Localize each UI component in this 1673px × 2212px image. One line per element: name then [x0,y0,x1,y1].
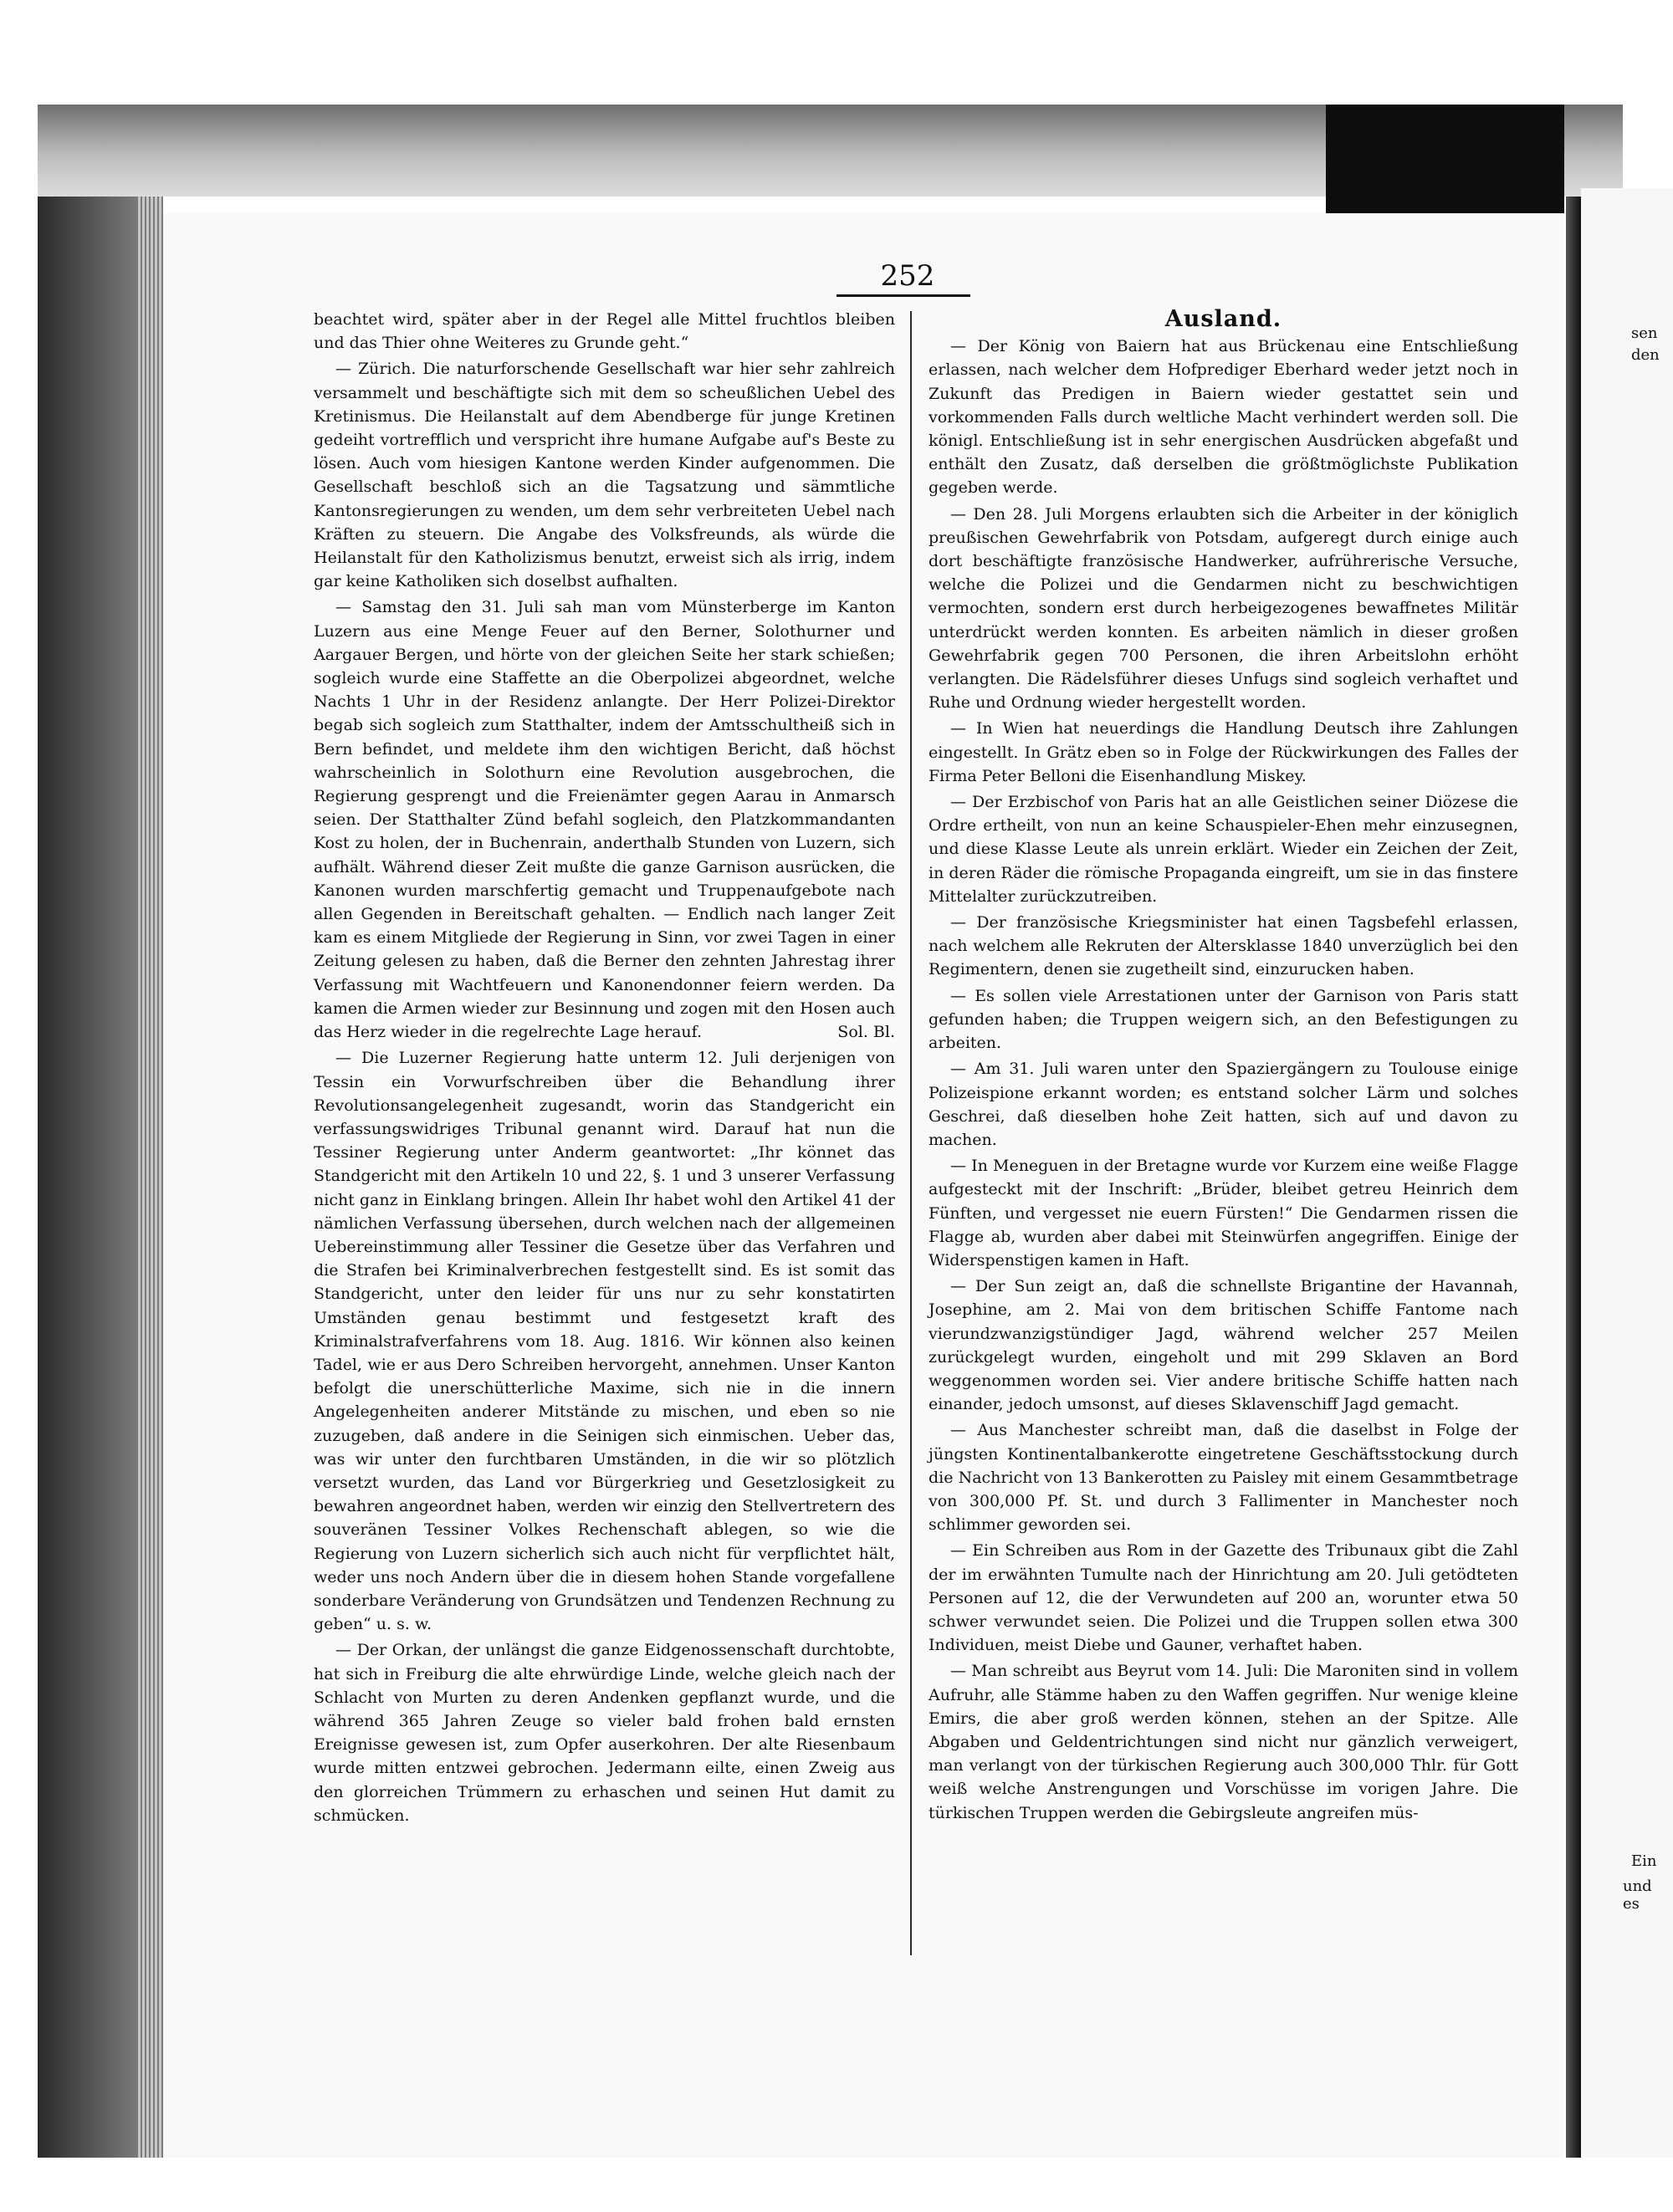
header-rule [836,294,970,297]
right-column [929,308,1518,1827]
article-kriegsminister: — Der französische Kriegsminister hat einen Tagsbefehl erlassen, nach welchem alle Rekruten der Altersklasse 1840 unverzüglich bei den Regimentern, denen sie zugetheilt sind, einzurucken haben. [929,913,1518,979]
article-luzern-fires [314,595,895,1044]
adjacent-page-strip [1581,188,1673,2158]
book-gutter [1566,197,1581,2158]
article-havannah: — Der Sun zeigt an, daß die schnellste Brigantine der Havannah, Josephine, am 2. Mai von dem britischen Schiffe Fantome nach vierundzwanzigstündiger Jagd, während welcher 257 Meilen zurückgelegt wurden, eingeholt und mit 299 Sklaven an Bord weggenommen worden sei. Vier andere britische Schiffe hatten nach einander, jedoch umsonst, auf dieses Sklavenschiff Jagd gemacht. [929,1277,1518,1414]
article-beyrut: — Man schreibt aus Beyrut vom 14. Juli: Die Maroniten sind in vollem Aufruhr, alle Stämme haben zu den Waffen gegriffen. Nur wenige kleine Emirs, die aber groß werden können, stehen an der Spitze. Alle Abgaben und Geldentrichtungen sind nicht nur gänzlich verweigert, man verlangt von der türkischen Regierung auch 300,000 Thlr. für Gott weiß welche Anstrengungen und Vorschüsse im vorigen Jahre. Die türkischen Truppen werden die Gebirgsleute angreifen müs- [929,1662,1518,1822]
article-baiern: — Der König von Baiern hat aus Brückenau eine Entschließung erlassen, nach welcher dem Hofprediger Eberhard weder jetzt noch in Zukunft das Predigen in Baiern wieder gestattet sein und vorkommenden Falls durch weltliche Macht verhindert werden soll. Die königl. Entschließung ist in sehr energischen Ausdrücken abgefaßt und enthält den Zusatz, daß derselben die größtmöglichste Publikation gegeben werde. [929,337,1518,498]
article-bretagne: — In Meneguen in der Bretagne wurde vor Kurzem eine weiße Flagge aufgesteckt mit der Inschrift: „Brüder, bleibet getreu Heinrich dem Fünften, und vergesset nie euern Fürsten!“ Die Gendarmen rissen die Flagge ab, wurden aber dabei mit Steinwürfen angegriffen. Einige der Widerspenstigen kamen in Haft. [929,1157,1518,1269]
column-divider [910,311,912,1955]
scan-black-bar [1326,105,1564,222]
article-zurich: — Zürich. Die naturforschende Gesellschaft war hier sehr zahlreich versammelt und beschäftigte sich mit dem so scheußlichen Uebel des Kretinismus. Die Heilanstalt auf dem Abendberge für junge Kretinen gedeiht vortrefflich und verspricht ihre humane Aufgabe auf's Beste zu lösen. Auch vom hiesigen Kantone werden Kinder aufgenommen. Die Gesellschaft beschloß sich an die Tagsatzung und sämmtliche Kantonsregierungen zu wenden, um dem sehr verbreiteten Uebel nach Kräften zu steuern. Die Angabe des Volksfreunds, als würde die Heilanstalt für den Katholizismus benutzt, erweist sich als irrig, indem gar keine Katholiken sich doselbst aufhalten. [314,360,895,591]
article-rom: — Ein Schreiben aus Rom in der Gazette des Tribunaux gibt die Zahl der im erwähnten Tumulte nach der Hinrichtung am 20. Juli getödteten Personen auf 12, die der Verwundeten auf 200 an, worunter etwa 50 schwer verwundet seien. Die Polizei und die Truppen sollen etwa 300 Individuen, meist Diebe und Gauner, verhaftet haben. [929,1541,1518,1655]
left-column [314,308,895,1830]
article-paris-erzbischof: — Der Erzbischof von Paris hat an alle Geistlichen seiner Diözese die Ordre ertheilt, von nun an keine Schauspieler-Ehen mehr einzusegnen, und diese Klasse Leute als unrein erklärt. Wieder ein Zeichen der Zeit, in deren Räder die römische Propaganda eingreift, um sie in das finstere Mittelalter zurückzutreiben. [929,793,1518,906]
adjacent-fragment-bottom-2: und es [1623,1877,1652,1913]
article-toulouse: — Am 31. Juli waren unter den Spaziergängern zu Toulouse einige Polizeispione erkannt worden; es entstand solcher Lärm und solches Geschrei, daß dieselben hohe Zeit hatten, sich auf und davon zu machen. [929,1060,1518,1149]
book-page-edges [138,197,163,2158]
adjacent-fragment-top-1: sen [1631,324,1658,342]
article-signature: Sol. Bl. [837,1023,895,1042]
article-freiburg-linde: — Der Orkan, der unlängst die ganze Eidgenossenschaft durchtobte, hat sich in Freiburg die alte ehrwürdige Linde, welche gleich nach der Schlacht von Murten zu deren Andenken gepflanzt wurde, und die während 365 Jahren Zeuge so vieler bald frohen bald ernsten Ereignisse gewesen ist, zum Opfer auserkohren. Der alte Riesenbaum wurde mitten entzwei gebrochen. Jedermann eilte, einen Zweig aus den glorreichen Trümmern zu erhaschen und seinen Hut damit zu schmücken. [314,1641,895,1825]
adjacent-fragment-top-2: den [1631,346,1660,364]
article-paris-garnison: — Es sollen viele Arrestationen unter der Garnison von Paris statt gefunden haben; die Truppen weigern sich, an den Befestigungen zu arbeiten. [929,986,1518,1053]
article-manchester: — Aus Manchester schreibt man, daß die daselbst in Folge der jüngsten Kontinentalbankerotte eingetretene Geschäftsstockung durch die Nachricht von 13 Bankerotten zu Paisley mit einem Gesammtbetrage von 300,000 Pf. St. und durch 3 Fallimenter in Manchester noch schlimmer geworden sei. [929,1421,1518,1535]
article-tessin: — Die Luzerner Regierung hatte unterm 12. Juli derjenigen von Tessin ein Vorwurfschreiben über die Behandlung ihrer Revolutionsangelegenheit zugesandt, worin das Standgericht ein verfassungswidriges Tribunal genannt wird. Darauf hat nun die Tessiner Regierung unter Anderm geantwortet: „Ihr könnet das Standgericht mit den Artikeln 10 und 22, §. 1 und 3 unserer Verfassung nicht ganz in Einklang bringen. Allein Ihr habet wohl den Artikel 41 der nämlichen Verfassung übersehen, durch welchen nach der allgemeinen Uebereinstimmung aller Tessiner die Gesetze über das Verfahren und die Strafen bei Kriminalverbrechen festgestellt sind. Es ist somit das Standgericht, unter den leider für uns nur zu sehr konstatirten Umständen genau bestimmt und festgesetzt kraft des Kriminalstrafverfahrens vom 18. Aug. 1816. Wir können also keinen Tadel, wie er aus Dero Schreiben hervorgeht, annehmen. Unser Kanton befolgt die unerschütterliche Maxime, sich nie in die innern Angelegenheiten anderer Mitstände zu mischen, und eben so nie zuzugeben, daß andere in die Seinigen sich einmischen. Ueber das, was wir unter den furchtbaren Umständen, in die wir so plötzlich versetzt wurden, das Land vor Bürgerkrieg und Gesetzlosigkeit zu bewahren angeordnet haben, werden wir einzig den Stellvertretern des souveränen Tessiner Volkes Rechenschaft ablegen, so wie die Regierung von Luzern sicherlich sich auch nicht für verpflichtet hält, weder uns noch Andern über die in diesem hohen Stande vorgefallene sonderbare Veränderung von Grundsätzen und Tendenzen Rechnung zu geben“ u. s. w. [314,1049,895,1634]
section-heading-ausland: Ausland. [1164,306,1282,332]
adjacent-fragment-bottom-1: Ein [1631,1852,1657,1870]
article-wien: — In Wien hat neuerdings die Handlung Deutsch ihre Zahlungen eingestellt. In Grätz eben so in Folge der Rückwirkungen des Falles der Firma Peter Belloni die Eisenhandlung Miskey. [929,719,1518,785]
article-potsdam: — Den 28. Juli Morgens erlaubten sich die Arbeiter in der königlich preußischen Gewehrfabrik von Potsdam, aufgeregt durch einige auch dort beschäftigte französische Handwerker, aufrührerische Versuche, welche die Polizei und die Gendarmen nicht zu beschwichtigen vermochten, sondern erst durch herbeigezogenes bewaffnetes Militär unterdrückt werden konnten. Es arbeiten nämlich in dieser großen Gewehrfabrik gegen 700 Personen, die ihren Arbeitslohn erhöht verlangten. Die Rädelsführer dieses Unfugs sind sogleich verhaftet und Ruhe und Ordnung wieder hergestellt worden. [929,504,1518,713]
article-fragment: beachtet wird, später aber in der Regel alle Mittel fruchtlos bleiben und das Thier ohne Weiteres zu Grunde geht.“ [314,310,895,353]
book-spine-shadow [38,197,138,2158]
article-luzern-fires-text: — Samstag den 31. Juli sah man vom Münsterberge im Kanton Luzern aus eine Menge Feuer auf den Berner, Solothurner und Aargauer Bergen, und hörte von der gleichen Seite her stark schießen; sogleich wurde eine Staffette an die Oberpolizei abgeordnet, welche Nachts 1 Uhr in der Residenz anlangte. Der Herr Polizei-Direktor begab sich sogleich zum Statthalter, indem der Amtsschultheiß sich in Bern befindet, und meldete ihm den wichtigen Bericht, daß höchst wahrscheinlich in Solothurn eine Revolution ausgebrochen, die Regierung gesprengt und die Freienämter gegen Aarau in Anmarsch seien. Der Statthalter Zünd befahl sogleich, den Platzkommandanten Kost zu holen, der in Buchenrain, anderthalb Stunden von Luzern, sich aufhält. Während dieser Zeit mußte die ganze Garnison ausrücken, die Kanonen wurden marschfertig gemacht und Truppenaufgebote nach allen Gegenden in Bereitschaft gehalten. — Endlich nach langer Zeit kam es einem Mitgliede der Regierung in Sinn, vor zwei Tagen in einer Zeitung gelesen zu haben, daß die Berner den zehnten Jahrestag ihrer Verfassung mit Wachtfeuern und Kanonendonner feiern werden. Da kamen die Armen wieder zur Besinnung und zogen mit den Hosen auch das Herz wieder in die regelrechte Lage herauf. [314,598,895,1042]
page-number: 252 [880,259,935,293]
